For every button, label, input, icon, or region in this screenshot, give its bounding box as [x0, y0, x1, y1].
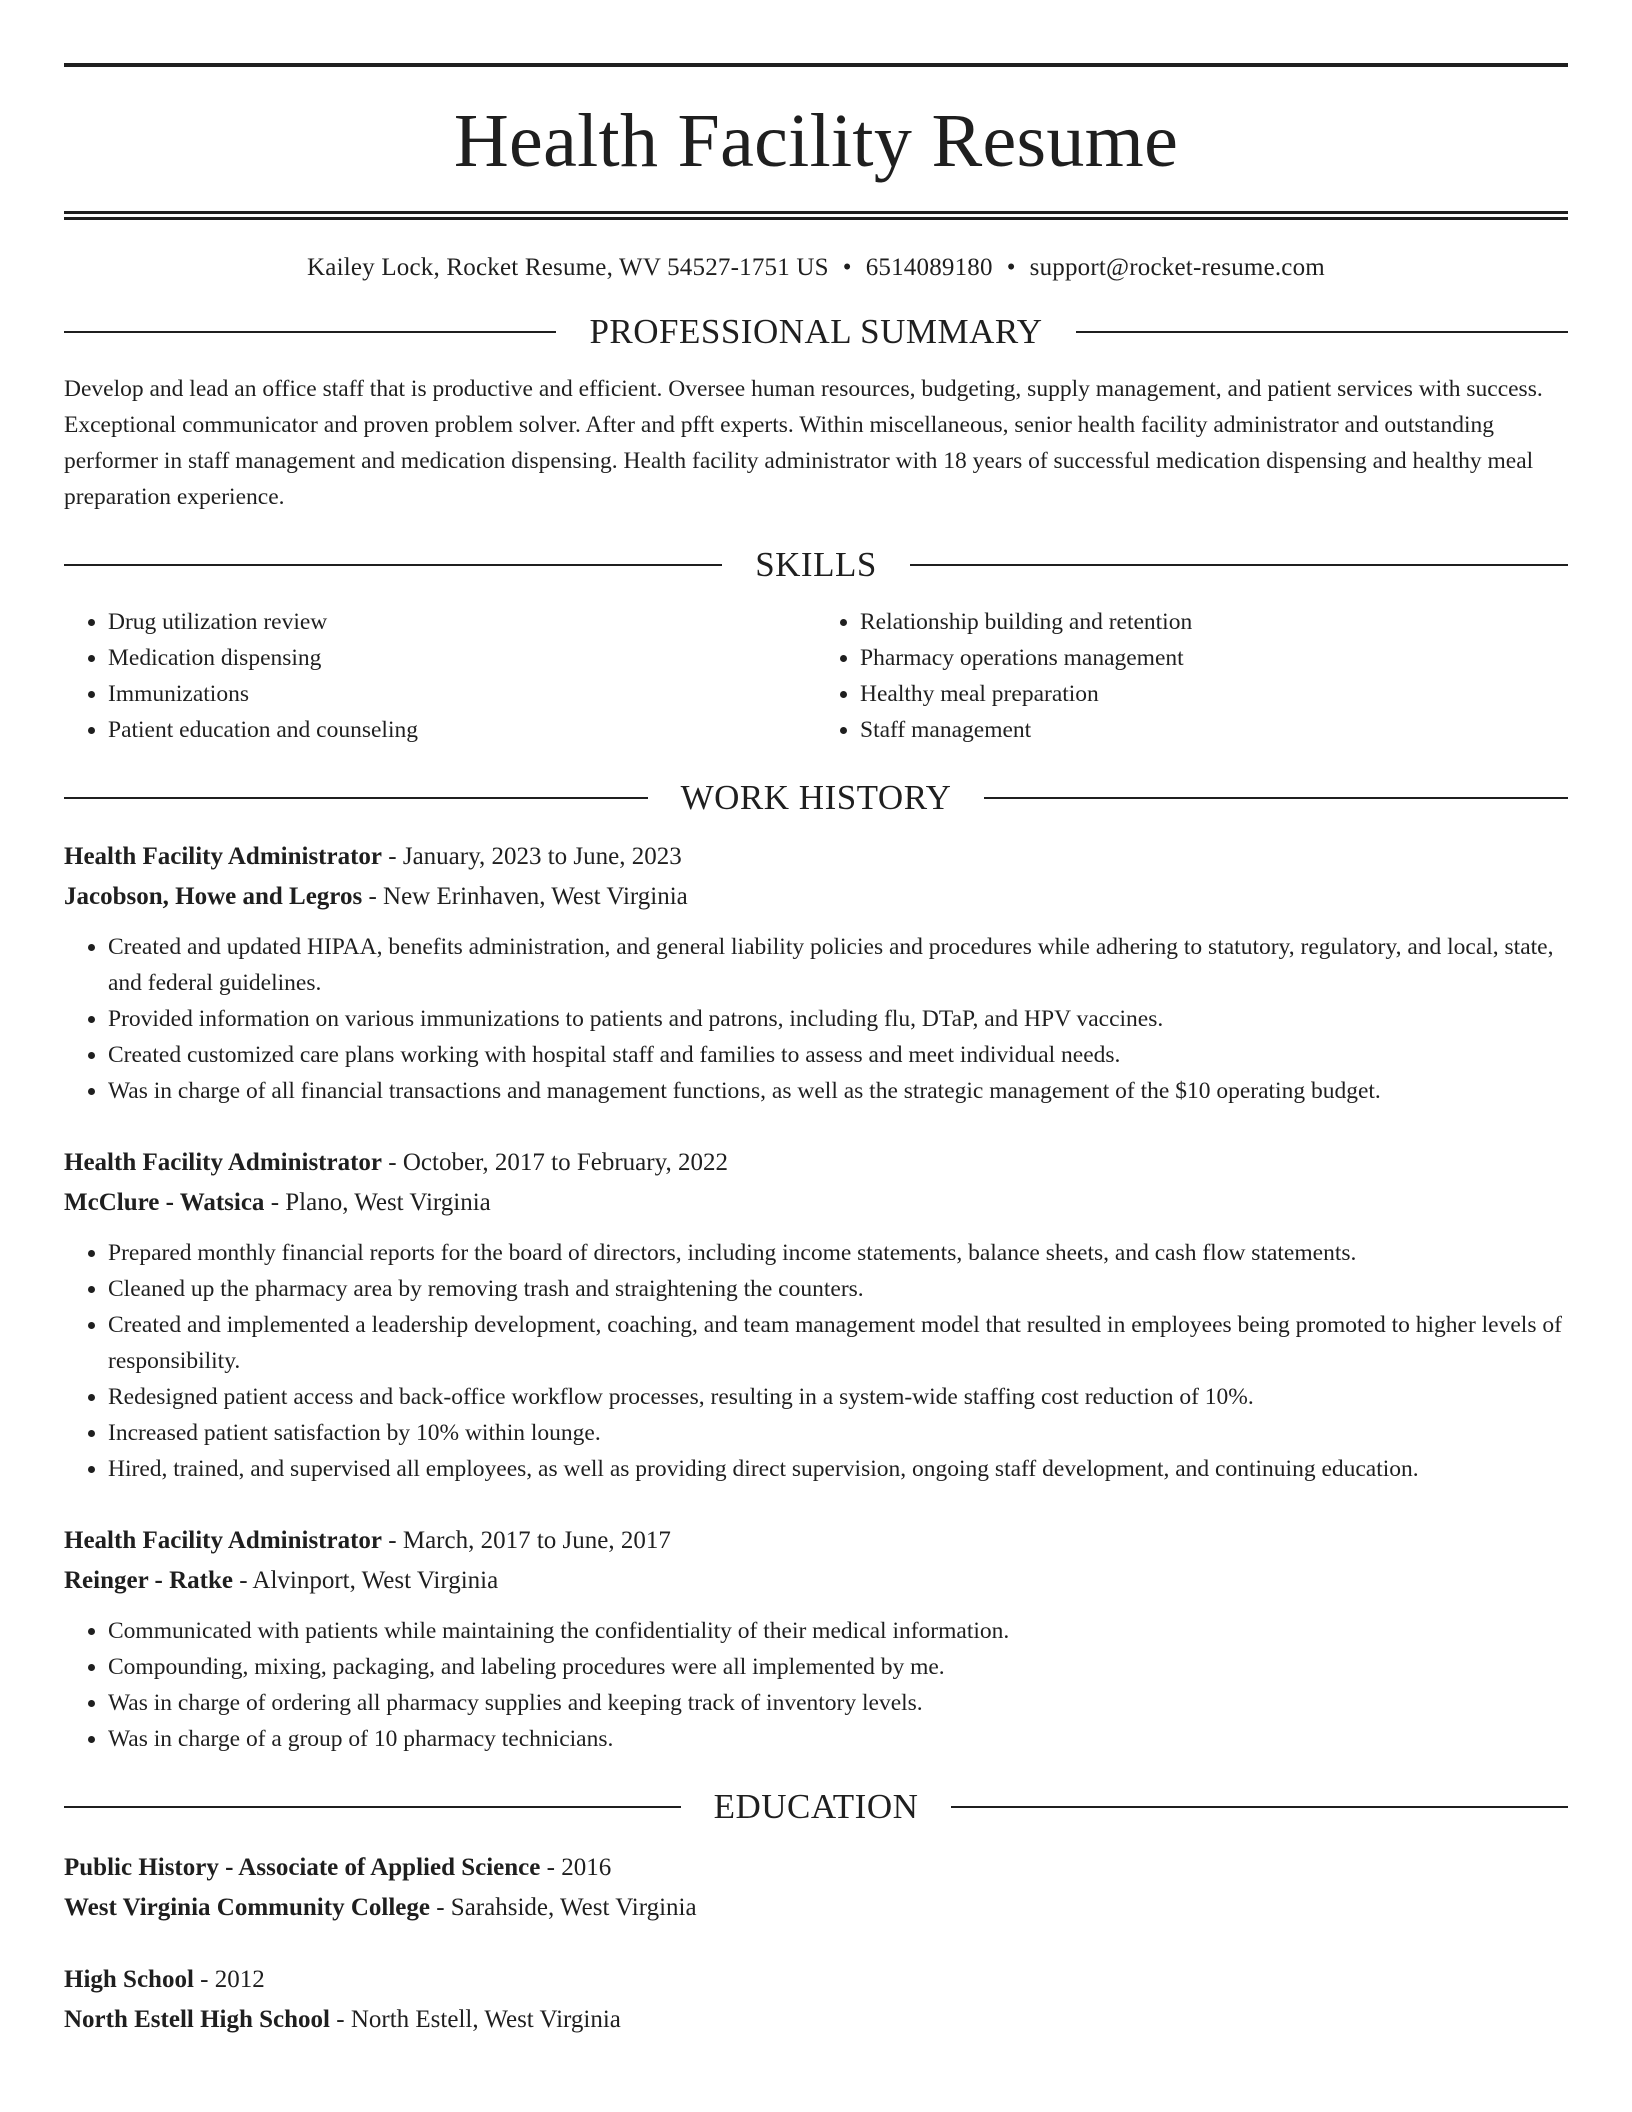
job-bullet: • Provided information on various immunizations to patients and patrons, including flu, DTaP, and HPV vaccines. [108, 1001, 1568, 1037]
job-bullet: • Created and updated HIPAA, benefits administration, and general liability policies and procedures while adhering to statutory, regulatory, and local, state, and federal guidelines. [108, 929, 1568, 1001]
skill-item: • Relationship building and retention [860, 604, 1568, 640]
job-bullet: • Communicated with patients while maintaining the confidentiality of their medical information. [108, 1613, 1568, 1649]
section-title: EDUCATION [713, 1787, 919, 1826]
section-title: SKILLS [755, 545, 877, 584]
section-title: WORK HISTORY [680, 778, 952, 817]
job-bullet: • Hired, trained, and supervised all employees, as well as providing direct supervision, ongoing staff development, and continuing education. [108, 1451, 1568, 1487]
contact-separator: • [842, 254, 852, 281]
job-bullets [64, 929, 1568, 1109]
education-degree-line [64, 1960, 1568, 2000]
contact-address: Kailey Lock, Rocket Resume, WV 54527-1751 US [307, 254, 829, 281]
contact-phone: 6514089180 [865, 254, 993, 281]
job-bullet: • Was in charge of all financial transactions and management functions, as well as the strategic management of the $10 operating budget. [108, 1073, 1568, 1109]
skill-item: • Patient education and counseling [108, 712, 816, 748]
education-year: - 2016 [546, 1854, 612, 1881]
job-title-line [64, 1143, 1568, 1183]
skill-item: • Medication dispensing [108, 640, 816, 676]
job-bullet: • Redesigned patient access and back-office workflow processes, resulting in a system-wide staffing cost reduction of 10%. [108, 1379, 1568, 1415]
contact-separator: • [1006, 254, 1016, 281]
heading-rule [64, 564, 722, 566]
education-school-line [64, 1888, 1568, 1928]
education-entry [64, 1960, 1568, 2040]
heading-rule [1076, 331, 1568, 333]
heading-rule [64, 797, 648, 799]
education-year: - 2012 [200, 1966, 265, 1993]
section-title: PROFESSIONAL SUMMARY [589, 312, 1043, 351]
job-title: Health Facility Administrator [64, 1527, 383, 1554]
heading-rule [984, 797, 1568, 799]
education-school-line [64, 2000, 1568, 2040]
job-company: Reinger - Ratke [64, 1567, 233, 1594]
job-location: - Alvinport, West Virginia [239, 1567, 499, 1594]
skill-item: • Immunizations [108, 676, 816, 712]
job-company: Jacobson, Howe and Legros [64, 883, 363, 910]
job-title-line [64, 1521, 1568, 1561]
education-degree: High School [64, 1966, 194, 1993]
job-bullets [64, 1613, 1568, 1757]
skills-column-right [816, 604, 1568, 748]
job-dates: - January, 2023 to June, 2023 [388, 843, 682, 870]
job-company-line [64, 877, 1568, 917]
job-company-line [64, 1183, 1568, 1223]
skill-item: • Healthy meal preparation [860, 676, 1568, 712]
job-title: Health Facility Administrator [64, 843, 383, 870]
job-entry [64, 1521, 1568, 1757]
job-bullet: • Prepared monthly financial reports for the board of directors, including income statements, balance sheets, and cash flow statements. [108, 1235, 1568, 1271]
section-heading-work [64, 780, 1568, 815]
job-company: McClure - Watsica [64, 1189, 265, 1216]
job-location: - New Erinhaven, West Virginia [368, 883, 688, 910]
summary-text: Develop and lead an office staff that is productive and efficient. Oversee human resources, budgeting, supply management, and patient services with success. Exceptional communicator and proven problem solver. After and pfft experts. Within miscellaneous, senior health facility administrator and outstanding performer in staff management and medication dispensing. Health facility administrator with 18 years of successful medication dispensing and healthy meal preparation experience. [64, 376, 1543, 510]
job-bullet: • Created customized care plans working with hospital staff and families to assess and meet individual needs. [108, 1037, 1568, 1073]
skill-item: • Staff management [860, 712, 1568, 748]
section-heading-skills [64, 547, 1568, 582]
education-entry [64, 1848, 1568, 1928]
job-title: Health Facility Administrator [64, 1149, 383, 1176]
skill-item: • Pharmacy operations management [860, 640, 1568, 676]
skills-list [64, 604, 1568, 748]
education-degree: Public History - Associate of Applied Science [64, 1854, 541, 1881]
skills-column-left [64, 604, 816, 748]
resume-page [64, 0, 1568, 2040]
heading-rule [910, 564, 1568, 566]
title-double-rule [64, 211, 1568, 220]
job-bullets [64, 1235, 1568, 1487]
education-degree-line [64, 1848, 1568, 1888]
job-entry [64, 1143, 1568, 1487]
job-bullet: • Created and implemented a leadership development, coaching, and team management model that resulted in employees being promoted to higher levels of responsibility. [108, 1307, 1568, 1379]
section-heading-education [64, 1789, 1568, 1824]
job-dates: - October, 2017 to February, 2022 [388, 1149, 728, 1176]
job-bullet: • Was in charge of a group of 10 pharmacy technicians. [108, 1721, 1568, 1757]
job-dates: - March, 2017 to June, 2017 [388, 1527, 671, 1554]
job-title-line [64, 837, 1568, 877]
section-heading-summary [64, 314, 1568, 349]
education-location: - Sarahside, West Virginia [436, 1894, 697, 1921]
heading-rule [64, 331, 556, 333]
job-bullet: • Cleaned up the pharmacy area by removing trash and straightening the counters. [108, 1271, 1568, 1307]
job-bullet: • Compounding, mixing, packaging, and labeling procedures were all implemented by me. [108, 1649, 1568, 1685]
education-school: West Virginia Community College [64, 1894, 430, 1921]
education-location: - North Estell, West Virginia [336, 2006, 621, 2033]
job-location: - Plano, West Virginia [270, 1189, 491, 1216]
job-bullet: • Was in charge of ordering all pharmacy supplies and keeping track of inventory levels. [108, 1685, 1568, 1721]
page-title: Health Facility Resume [453, 99, 1179, 183]
job-company-line [64, 1561, 1568, 1601]
job-bullet: • Increased patient satisfaction by 10% within lounge. [108, 1415, 1568, 1451]
job-entry [64, 837, 1568, 1109]
contact-email: support@rocket-resume.com [1029, 254, 1325, 281]
skill-item: • Drug utilization review [108, 604, 816, 640]
heading-rule [951, 1806, 1568, 1808]
contact-line [64, 254, 1568, 282]
education-school: North Estell High School [64, 2006, 330, 2033]
heading-rule [64, 1806, 681, 1808]
